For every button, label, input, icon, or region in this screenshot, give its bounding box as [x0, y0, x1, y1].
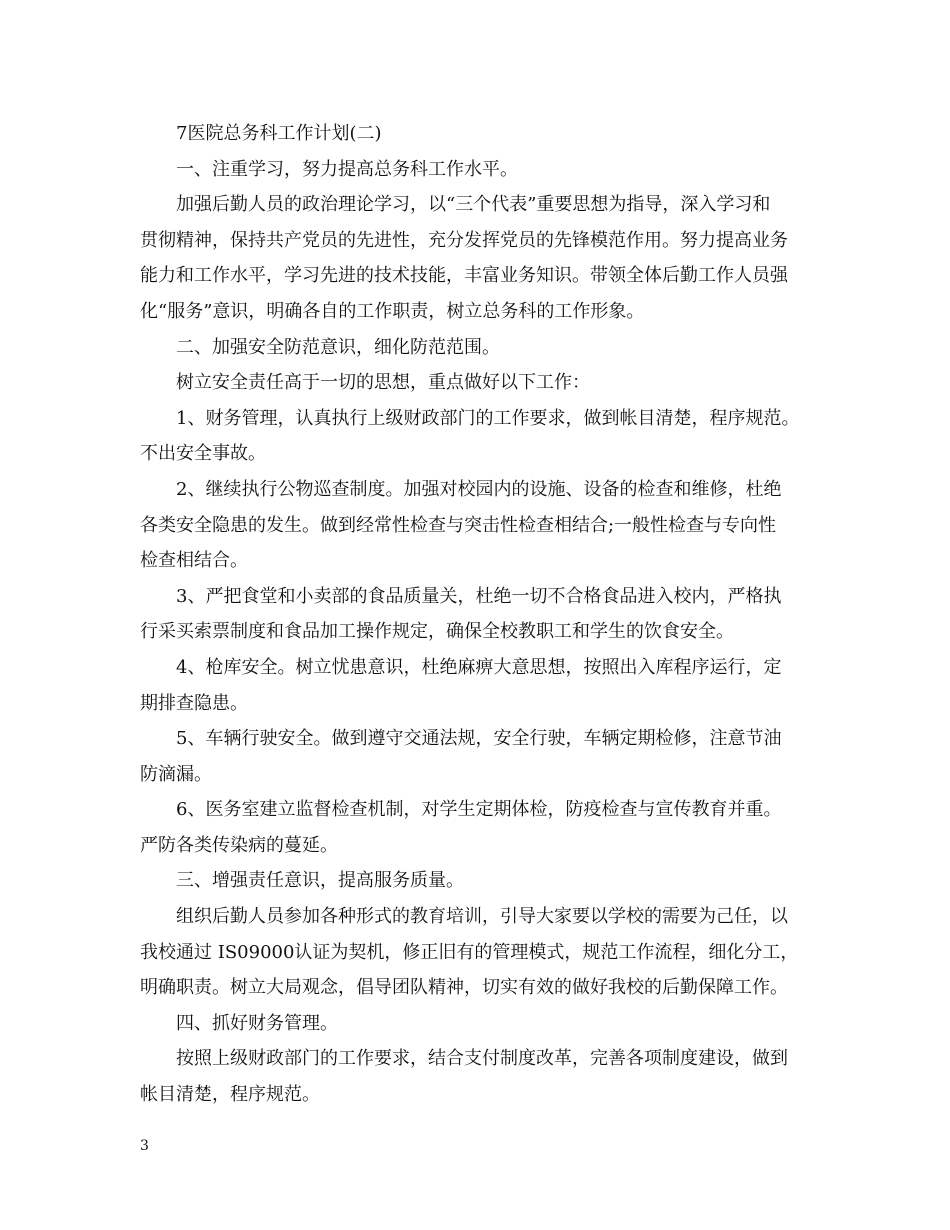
section-heading-1: 一、注重学习，努力提高总务科工作水平。: [176, 158, 518, 180]
list-item-line: 6、医务室建立监督检查机制，对学生定期体检，防疫检查与宣传教育并重。: [176, 799, 782, 821]
list-item-line: 4、枪库安全。树立忧患意识，杜绝麻痹大意思想，按照出入库程序运行，定: [176, 656, 782, 678]
list-item-line: 5、车辆行驶安全。做到遵守交通法规，安全行驶，车辆定期检修，注意节油: [176, 728, 782, 750]
section-heading-3: 三、增强责任意识，提高服务质量。: [176, 870, 464, 892]
document-title: 7医院总务科工作计划(二): [176, 123, 382, 144]
page-number: 3: [140, 1138, 149, 1154]
paragraph-line: 化“服务”意识，明确各自的工作职责，树立总务科的工作形象。: [140, 300, 645, 322]
document-body: [140, 116, 812, 1113]
list-item-line: 检查相结合。: [140, 550, 248, 572]
list-item-line: 不出安全事故。: [140, 443, 266, 465]
list-item-line: 各类安全隐患的发生。做到经常性检查与突击性检查相结合;一般性检查与专向性: [140, 514, 777, 536]
list-item-line: 防滴漏。: [140, 763, 212, 785]
paragraph-line: 树立安全责任高于一切的思想，重点做好以下工作：: [176, 372, 590, 394]
paragraph-line: 明确职责。树立大局观念，倡导团队精神，切实有效的做好我校的后勤保障工作。: [140, 977, 788, 999]
paragraph-line: 组织后勤人员参加各种形式的教育培训，引导大家要以学校的需要为己任，以: [176, 906, 788, 928]
section-heading-4: 四、抓好财务管理。: [176, 1012, 338, 1034]
paragraph-line: 贯彻精神，保持共产党员的先进性，充分发挥党员的先锋模范作用。努力提高业务: [140, 229, 788, 251]
section-heading-2: 二、加强安全防范意识，细化防范范围。: [176, 336, 500, 358]
list-item-line: 3、严把食堂和小卖部的食品质量关，杜绝一切不合格食品进入校内，严格执: [176, 585, 782, 607]
list-item-line: 期排查隐患。: [140, 692, 248, 714]
paragraph-line: 加强后勤人员的政治理论学习，以“三个代表”重要思想为指导，深入学习和: [176, 194, 771, 216]
list-item-line: 2、继续执行公物巡查制度。加强对校园内的设施、设备的检查和维修，杜绝: [176, 478, 782, 500]
paragraph-line: 帐目清楚，程序规范。: [140, 1084, 320, 1106]
list-item-line: 严防各类传染病的蔓延。: [140, 834, 338, 856]
list-item-line: 行采买索票制度和食品加工操作规定，确保全校教职工和学生的饮食安全。: [140, 621, 734, 643]
paragraph-line: 按照上级财政部门的工作要求，结合支付制度改革，完善各项制度建设，做到: [176, 1048, 788, 1070]
paragraph-line: 我校通过 IS09000认证为契机，修正旧有的管理模式，规范工作流程，细化分工，: [140, 941, 799, 963]
paragraph-line: 能力和工作水平，学习先进的技术技能，丰富业务知识。带领全体后勤工作人员强: [140, 265, 788, 287]
list-item-line: 1、财务管理，认真执行上级财政部门的工作要求，做到帐目清楚，程序规范。: [176, 407, 800, 429]
